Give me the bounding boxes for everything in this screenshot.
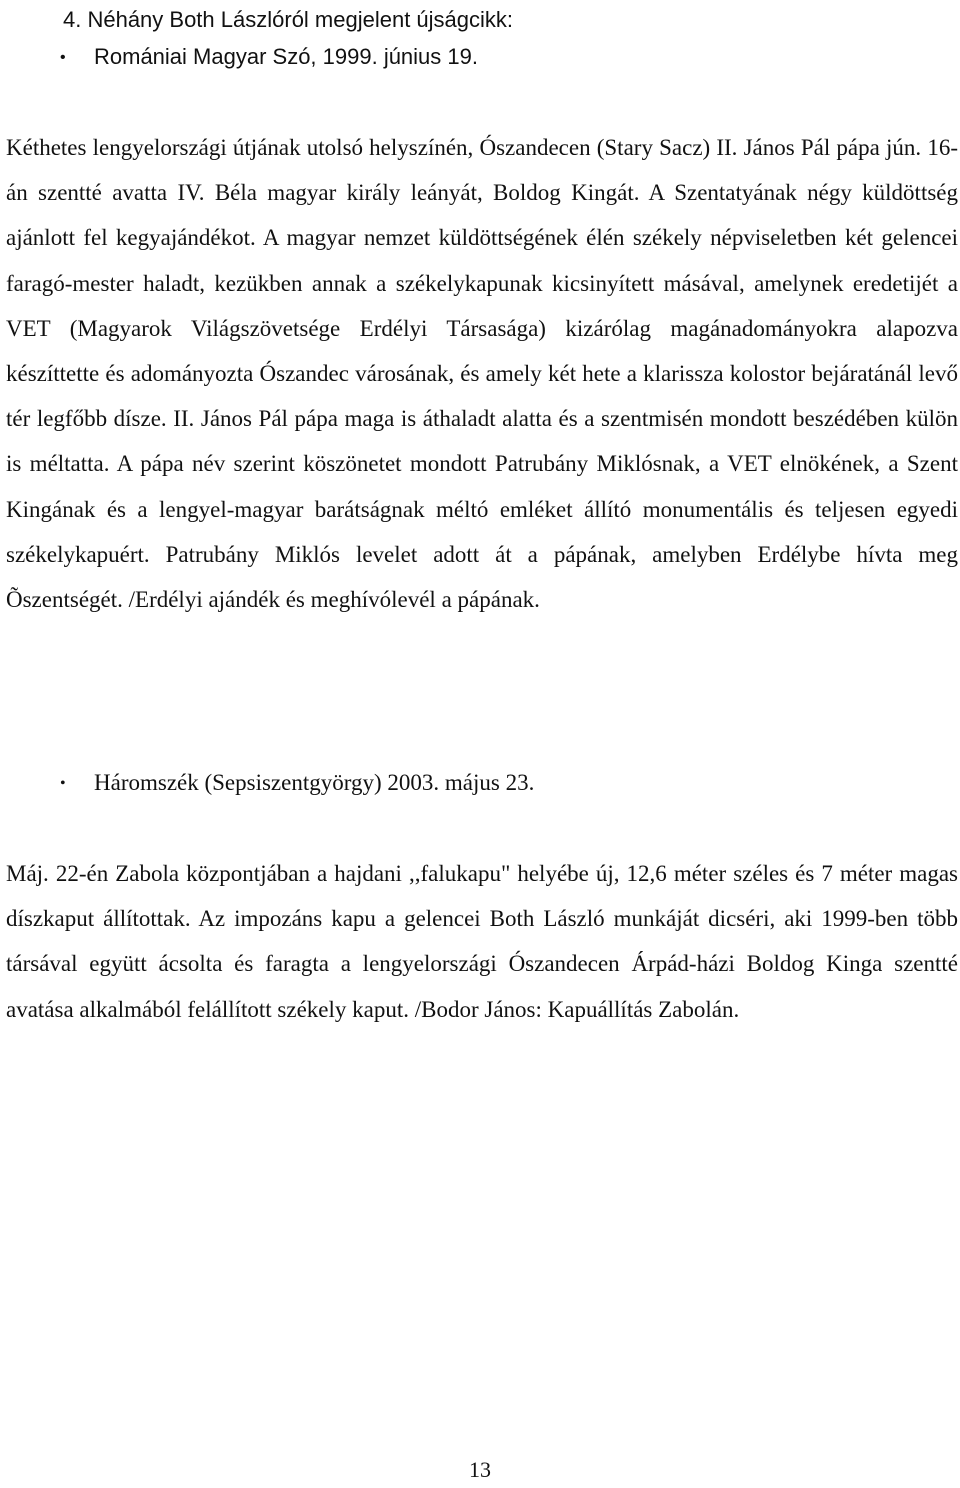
article-source-2 [60, 763, 534, 804]
article-source-1 [60, 37, 478, 78]
page-number: 13 [469, 1457, 491, 1482]
article-text-1: Kéthetes lengyelországi útjának utolsó helyszínén, Ószandecen (Stary Sacz) II. János Pál pápa jún. 16-án szentté avatta IV. Béla magyar király leányát, Boldog Kingát. A Szentatyának négy küldöttség ajánlott fel kegyajándékot. A magyar nemzet küldöttségének élén székely népviseletben két gelencei faragó-mester haladt, kezükben annak a székelykapunak kicsinyített másával, amelynek eredetijét a VET (Magyarok Világszövetsége Erdélyi Társasága) kizárólag magánadományokra alapozva készíttette és adományozta Ószandec városának, és amely két hete a klarissza kolostor bejáratánál levő tér legfőbb dísze. II. János Pál pápa maga is áthaladt alatta és a szentmisén mondott beszédében külön is méltatta. A pápa név szerint köszönetet mondott Patrubány Miklósnak, a VET elnökének, a Szent Kingának és a lengyel-magyar barátságnak méltó emléket állító monumentális és teljesen egyedi székelykapuért. Patrubány Miklós levelet adott át a pápának, amelyben Erdélybe hívta meg Õszentségét. /Erdélyi ajándék és meghívólevél a pápának. [6, 135, 958, 613]
section-heading: 4. Néhány Both Lászlóról megjelent újságcikk: [63, 7, 514, 32]
article-source-label: Háromszék (Sepsiszentgyörgy) 2003. május 23. [94, 770, 535, 795]
bullet-icon: • [60, 775, 66, 792]
article-source-label: Romániai Magyar Szó, 1999. június 19. [94, 44, 478, 69]
bullet-icon: • [60, 49, 66, 66]
article-text-2: Máj. 22-én Zabola központjában a hajdani ,,falukapu" helyébe új, 12,6 méter széles és 7 méter magas díszkaput állítottak. Az impozáns kapu a gelencei Both László munkáját dicséri, aki 1999-ben több társával együtt ácsolta és faragta a lengyelországi Ószandecen Árpád-házi Boldog Kinga szentté avatása alkalmából felállított székely kaput. /Bodor János: Kapuállítás Zabolán. [6, 861, 958, 1022]
